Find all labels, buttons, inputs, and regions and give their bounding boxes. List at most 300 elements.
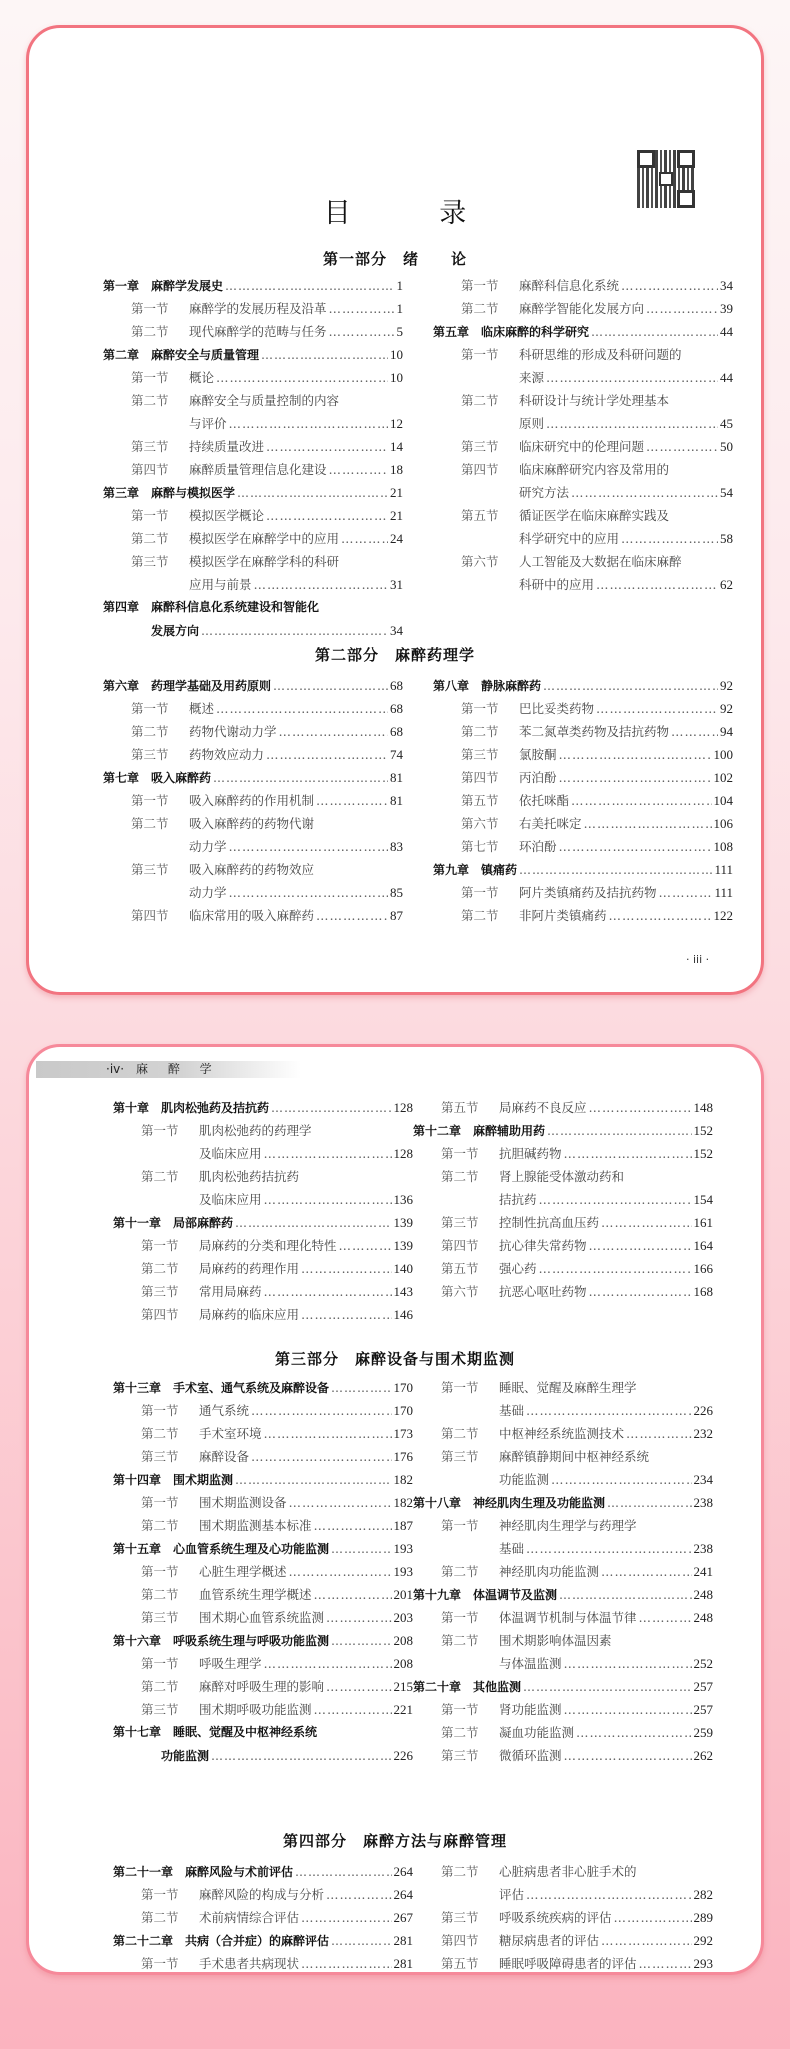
entry-title: 麻醉学发展史: [151, 279, 224, 293]
toc-section-entry[interactable]: [433, 766, 733, 789]
toc-section-entry[interactable]: [413, 1652, 713, 1675]
entry-title: 抗心律失常药物: [499, 1238, 587, 1253]
toc-section-entry[interactable]: [413, 1280, 713, 1303]
entry-title: 药理学基础及用药原则: [151, 679, 272, 693]
toc-chapter-entry[interactable]: [413, 1583, 713, 1606]
leader-dots: [601, 1929, 691, 1952]
entry-title: 镇痛药: [481, 863, 518, 877]
toc-section-entry[interactable]: [433, 573, 733, 596]
toc-section-entry[interactable]: [113, 1280, 413, 1303]
entry-title: 及临床应用: [199, 1192, 262, 1207]
toc-section-entry[interactable]: [413, 1860, 713, 1883]
toc-section-entry[interactable]: [113, 1142, 413, 1165]
toc-chapter-entry[interactable]: [433, 674, 733, 697]
entry-page-number: 248: [693, 1587, 713, 1602]
toc-section-entry[interactable]: [103, 697, 403, 720]
entry-page-number: 128: [393, 1100, 413, 1115]
running-head-book-title: 麻 醉 学: [136, 1062, 220, 1076]
entry-page-number: 81: [390, 770, 403, 785]
toc-section-entry[interactable]: [103, 881, 403, 904]
leader-dots: [571, 481, 718, 504]
toc-section-entry[interactable]: [413, 1744, 713, 1767]
toc-section-entry[interactable]: [103, 743, 403, 766]
toc-section-entry[interactable]: [413, 1188, 713, 1211]
entry-number: 第六节: [461, 554, 499, 569]
entry-page-number: 139: [393, 1215, 413, 1230]
entry-title: 依托咪酯: [519, 793, 570, 808]
toc-section-entry[interactable]: [413, 1096, 713, 1119]
leader-dots: [289, 1491, 392, 1514]
entry-title: 麻醉学的发展历程及沿革: [189, 301, 327, 316]
toc-section-entry[interactable]: [113, 1165, 413, 1188]
entry-number: 第三节: [141, 1449, 179, 1464]
entry-number: 第三节: [461, 747, 499, 762]
leader-dots: [646, 297, 718, 320]
leader-dots: [601, 1560, 691, 1583]
entry-page-number: 94: [720, 724, 733, 739]
entry-title: 苯二氮䓬类药物及拮抗药物: [519, 724, 670, 739]
entry-page-number: 1: [396, 301, 403, 316]
entry-title: 评估: [499, 1887, 525, 1902]
entry-title: 神经肌肉生理学与药理学: [499, 1518, 637, 1533]
toc-section-entry[interactable]: [413, 1929, 713, 1952]
toc-section-entry[interactable]: [113, 1303, 413, 1326]
entry-title: 局麻药的药理作用: [199, 1261, 300, 1276]
toc-section-entry[interactable]: [433, 435, 733, 458]
entry-title: 其他监测: [473, 1680, 522, 1694]
toc-section-entry[interactable]: [433, 366, 733, 389]
entry-page-number: 215: [393, 1679, 413, 1694]
toc-section-entry[interactable]: [433, 412, 733, 435]
toc-section-entry[interactable]: [113, 1491, 413, 1514]
entry-title: 肌肉松弛药及拮抗药: [161, 1101, 270, 1115]
toc-section-entry[interactable]: [413, 1211, 713, 1234]
entry-number: 第二十一章: [113, 1865, 174, 1879]
entry-page-number: 50: [720, 439, 733, 454]
toc-column: [113, 1376, 413, 1767]
entry-title: 抗恶心呕吐药物: [499, 1284, 587, 1299]
toc-section-entry[interactable]: [113, 1257, 413, 1280]
toc-section-entry[interactable]: [413, 1952, 713, 1975]
toc-section-entry[interactable]: [113, 1652, 413, 1675]
leader-dots: [266, 743, 388, 766]
toc-section-entry[interactable]: [433, 881, 733, 904]
entry-title: 局麻药不良反应: [499, 1100, 587, 1115]
entry-page-number: 87: [390, 908, 403, 923]
toc-section-entry[interactable]: [433, 697, 733, 720]
entry-page-number: 226: [393, 1748, 413, 1763]
leader-dots: [225, 275, 394, 298]
entry-page-number: 193: [393, 1564, 413, 1579]
toc-chapter-entry[interactable]: [103, 343, 403, 366]
entry-title: 麻醉学智能化发展方向: [519, 301, 645, 316]
entry-number: 第二节: [441, 1725, 479, 1740]
toc-section-entry[interactable]: [413, 1537, 713, 1560]
toc-section-entry[interactable]: [433, 835, 733, 858]
entry-number: 第一节: [441, 1518, 479, 1533]
leader-dots: [559, 766, 712, 789]
entry-page-number: 122: [713, 908, 733, 923]
entry-title: 动力学: [189, 839, 227, 854]
toc-chapter-entry[interactable]: [103, 674, 403, 697]
entry-number: 第二节: [441, 1426, 479, 1441]
entry-page-number: 264: [393, 1864, 413, 1879]
toc-section-entry[interactable]: [413, 1422, 713, 1445]
toc-section-entry[interactable]: [413, 1514, 713, 1537]
leader-dots: [266, 435, 388, 458]
toc-chapter-entry[interactable]: [103, 619, 403, 642]
entry-title: 临床常用的吸入麻醉药: [189, 908, 315, 923]
leader-dots: [316, 789, 388, 812]
entry-number: 第十章: [113, 1101, 150, 1115]
entry-number: 第五节: [441, 1261, 479, 1276]
entry-page-number: 232: [693, 1426, 713, 1441]
toc-chapter-entry[interactable]: [113, 1468, 413, 1491]
leader-dots: [546, 412, 718, 435]
leader-dots: [543, 675, 718, 698]
entry-number: 第六节: [461, 816, 499, 831]
entry-title: 糖尿病患者的评估: [499, 1933, 600, 1948]
toc-section-entry[interactable]: [433, 458, 733, 481]
toc-section-entry[interactable]: [433, 389, 733, 412]
leader-dots: [526, 1883, 691, 1906]
entry-number: 第七节: [461, 839, 499, 854]
entry-number: 第二节: [141, 1518, 179, 1533]
leader-dots: [264, 1652, 392, 1675]
leader-dots: [596, 573, 718, 596]
part-heading-3: 第三部分 麻醉设备与围术期监测: [274, 1350, 515, 1368]
leader-dots: [289, 1560, 392, 1583]
toc-section-entry[interactable]: [413, 1142, 713, 1165]
toc-column: [413, 1096, 713, 1303]
entry-page-number: 267: [393, 1910, 413, 1925]
leader-dots: [539, 1257, 692, 1280]
toc-section-entry[interactable]: [413, 1606, 713, 1629]
entry-page-number: 111: [714, 862, 733, 877]
toc-chapter-entry[interactable]: [113, 1744, 413, 1767]
toc-section-entry[interactable]: [433, 504, 733, 527]
toc-section-entry[interactable]: [413, 1468, 713, 1491]
entry-number: 第二十章: [413, 1680, 462, 1694]
toc-section-entry[interactable]: [413, 1906, 713, 1929]
toc-section-entry[interactable]: [103, 297, 403, 320]
toc-section-entry[interactable]: [103, 435, 403, 458]
entry-page-number: 208: [393, 1656, 413, 1671]
toc-section-entry[interactable]: [113, 1583, 413, 1606]
entry-title: 麻醉镇静期间中枢神经系统: [499, 1449, 650, 1464]
toc-section-entry[interactable]: [113, 1675, 413, 1698]
entry-page-number: 257: [693, 1702, 713, 1717]
entry-number: 第一节: [461, 278, 499, 293]
entry-title: 神经肌肉生理及功能监测: [473, 1496, 606, 1510]
leader-dots: [607, 1492, 691, 1515]
entry-page-number: 201: [393, 1587, 413, 1602]
entry-number: 第一章: [103, 279, 140, 293]
entry-title: 睡眠呼吸障碍患者的评估: [499, 1956, 637, 1971]
toc-column: [433, 674, 733, 927]
toc-section-entry[interactable]: [103, 504, 403, 527]
leader-dots: [251, 1445, 391, 1468]
entry-title: 血管系统生理学概述: [199, 1587, 312, 1602]
toc-section-entry[interactable]: [433, 720, 733, 743]
leader-dots: [539, 1188, 692, 1211]
entry-number: 第一节: [141, 1956, 179, 1971]
entry-page-number: 238: [693, 1495, 713, 1510]
leader-dots: [609, 904, 712, 927]
entry-title: 中枢神经系统监测技术: [499, 1426, 625, 1441]
entry-page-number: 148: [693, 1100, 713, 1115]
toc-chapter-entry[interactable]: [413, 1491, 713, 1514]
entry-title: 环泊酚: [519, 839, 557, 854]
part-heading-1: 第一部分 绪 论: [322, 250, 467, 268]
toc-section-entry[interactable]: [433, 550, 733, 573]
toc-chapter-entry[interactable]: [113, 1096, 413, 1119]
entry-page-number: 104: [713, 793, 733, 808]
leader-dots: [571, 789, 711, 812]
toc-section-entry[interactable]: [433, 904, 733, 927]
entry-page-number: 293: [693, 1956, 713, 1971]
toc-section-entry[interactable]: [103, 527, 403, 550]
entry-page-number: 21: [390, 508, 403, 523]
toc-section-entry[interactable]: [113, 1445, 413, 1468]
toc-section-entry[interactable]: [433, 743, 733, 766]
entry-page-number: 292: [693, 1933, 713, 1948]
entry-page-number: 74: [390, 747, 403, 762]
entry-number: 第一节: [461, 701, 499, 716]
entry-title: 肌肉松弛药的药理学: [199, 1123, 312, 1138]
entry-title: 研究方法: [519, 485, 570, 500]
leader-dots: [339, 1234, 392, 1257]
entry-number: 第五章: [433, 325, 470, 339]
toc-chapter-entry[interactable]: [113, 1860, 413, 1883]
leader-dots: [519, 859, 712, 882]
toc-section-entry[interactable]: [433, 812, 733, 835]
entry-number: 第二节: [441, 1169, 479, 1184]
entry-title: 手术室、通气系统及麻醉设备: [173, 1381, 330, 1395]
toc-chapter-entry[interactable]: [113, 1211, 413, 1234]
toc-section-entry[interactable]: [113, 1234, 413, 1257]
entry-title: 控制性抗高血压药: [499, 1215, 600, 1230]
entry-number: 第四节: [131, 908, 169, 923]
entry-number: 第十一章: [113, 1216, 162, 1230]
entry-number: 第一节: [141, 1656, 179, 1671]
entry-page-number: 208: [393, 1633, 413, 1648]
entry-page-number: 18: [390, 462, 403, 477]
toc-section-entry[interactable]: [103, 550, 403, 573]
toc-section-entry[interactable]: [113, 1188, 413, 1211]
toc-section-entry[interactable]: [103, 320, 403, 343]
leader-dots: [301, 1952, 391, 1975]
entry-title: 睡眠、觉醒及麻醉生理学: [499, 1380, 637, 1395]
entry-number: 第四节: [441, 1238, 479, 1253]
toc-section-entry[interactable]: [113, 1422, 413, 1445]
entry-number: 第一节: [141, 1403, 179, 1418]
entry-title: 睡眠、觉醒及中枢神经系统: [173, 1725, 318, 1739]
toc-section-entry[interactable]: [103, 904, 403, 927]
leader-dots: [564, 1652, 692, 1675]
entry-number: 第二节: [461, 301, 499, 316]
toc-section-entry[interactable]: [433, 789, 733, 812]
leader-dots: [564, 1698, 692, 1721]
toc-section-entry[interactable]: [103, 858, 403, 881]
entry-title: 常用局麻药: [199, 1284, 262, 1299]
entry-title: 心血管系统生理及心功能监测: [173, 1542, 330, 1556]
toc-section-entry[interactable]: [103, 789, 403, 812]
entry-title: 应用与前景: [189, 577, 252, 592]
toc-chapter-entry[interactable]: [413, 1675, 713, 1698]
leader-dots: [621, 527, 718, 550]
entry-page-number: 21: [390, 485, 403, 500]
entry-title: 模拟医学在麻醉学中的应用: [189, 531, 340, 546]
entry-page-number: 54: [720, 485, 733, 500]
entry-page-number: 161: [693, 1215, 713, 1230]
running-head-page-number: ·iv·: [106, 1062, 125, 1076]
entry-page-number: 136: [393, 1192, 413, 1207]
toc-section-entry[interactable]: [113, 1399, 413, 1422]
entry-page-number: 5: [396, 324, 403, 339]
entry-page-number: 252: [693, 1656, 713, 1671]
leader-dots: [329, 458, 388, 481]
toc-section-entry[interactable]: [413, 1445, 713, 1468]
toc-section-entry[interactable]: [103, 458, 403, 481]
toc-section-entry[interactable]: [103, 412, 403, 435]
leader-dots: [216, 366, 388, 389]
toc-section-entry[interactable]: [433, 343, 733, 366]
toc-section-entry[interactable]: [413, 1234, 713, 1257]
leader-dots: [576, 1721, 691, 1744]
entry-page-number: 182: [393, 1472, 413, 1487]
toc-section-entry[interactable]: [413, 1629, 713, 1652]
toc-section-entry[interactable]: [113, 1119, 413, 1142]
entry-page-number: 176: [393, 1449, 413, 1464]
entry-title: 麻醉科信息化系统建设和智能化: [151, 600, 320, 614]
entry-title: 体温调节机制与体温节律: [499, 1610, 637, 1625]
part-heading-4: 第四部分 麻醉方法与麻醉管理: [282, 1832, 507, 1850]
entry-page-number: 173: [393, 1426, 413, 1441]
toc-chapter-entry[interactable]: [433, 858, 733, 881]
entry-number: 第二节: [141, 1910, 179, 1925]
toc-section-entry[interactable]: [103, 812, 403, 835]
entry-page-number: 106: [713, 816, 733, 831]
entry-page-number: 111: [714, 885, 733, 900]
toc-section-entry[interactable]: [103, 573, 403, 596]
toc-section-entry[interactable]: [413, 1257, 713, 1280]
entry-number: 第二节: [131, 531, 169, 546]
entry-number: 第三节: [441, 1215, 479, 1230]
toc-section-entry[interactable]: [103, 366, 403, 389]
toc-section-entry[interactable]: [103, 720, 403, 743]
leader-dots: [546, 366, 718, 389]
toc-page-iii: [26, 25, 764, 995]
toc-chapter-entry[interactable]: [103, 481, 403, 504]
entry-title: 肾功能监测: [499, 1702, 562, 1717]
entry-number: 第五节: [441, 1100, 479, 1115]
entry-number: 第三章: [103, 486, 140, 500]
entry-page-number: 68: [390, 724, 403, 739]
toc-section-entry[interactable]: [433, 527, 733, 550]
qr-code-icon[interactable]: [637, 150, 695, 208]
entry-title: 局麻药的分类和理化特性: [199, 1238, 337, 1253]
entry-page-number: 108: [713, 839, 733, 854]
entry-number: 第一节: [441, 1702, 479, 1717]
toc-section-entry[interactable]: [433, 274, 733, 297]
entry-number: 第三节: [131, 554, 169, 569]
entry-title: 呼吸生理学: [199, 1656, 262, 1671]
leader-dots: [639, 1606, 692, 1629]
entry-page-number: 234: [693, 1472, 713, 1487]
entry-title: 科研思维的形成及科研问题的: [519, 347, 682, 362]
entry-title: 肾上腺能受体激动药和: [499, 1169, 625, 1184]
entry-page-number: 170: [393, 1403, 413, 1418]
entry-title: 通气系统: [199, 1403, 250, 1418]
entry-page-number: 238: [693, 1541, 713, 1556]
toc-section-entry[interactable]: [413, 1376, 713, 1399]
toc-chapter-entry[interactable]: [103, 274, 403, 297]
toc-section-entry[interactable]: [103, 835, 403, 858]
entry-title: 共病（合并症）的麻醉评估: [185, 1934, 330, 1948]
leader-dots: [341, 527, 388, 550]
leader-dots: [559, 743, 712, 766]
toc-section-entry[interactable]: [413, 1721, 713, 1744]
entry-title: 围术期监测基本标准: [199, 1518, 312, 1533]
toc-section-entry[interactable]: [433, 481, 733, 504]
entry-title: 麻醉安全与质量控制的内容: [189, 393, 340, 408]
entry-page-number: 92: [720, 701, 733, 716]
entry-title: 神经肌肉功能监测: [499, 1564, 600, 1579]
entry-number: 第十八章: [413, 1496, 462, 1510]
toc-section-entry[interactable]: [103, 389, 403, 412]
entry-title: 麻醉辅助用药: [473, 1124, 546, 1138]
entry-page-number: 10: [390, 370, 403, 385]
entry-number: 第四节: [461, 462, 499, 477]
toc-section-entry[interactable]: [113, 1883, 413, 1906]
toc-chapter-entry[interactable]: [103, 596, 403, 619]
toc-section-entry[interactable]: [413, 1560, 713, 1583]
toc-section-entry[interactable]: [413, 1698, 713, 1721]
toc-section-entry[interactable]: [113, 1606, 413, 1629]
toc-section-entry[interactable]: [113, 1560, 413, 1583]
entry-page-number: 10: [390, 347, 403, 362]
toc-section-entry[interactable]: [113, 1906, 413, 1929]
entry-page-number: 281: [393, 1956, 413, 1971]
toc-chapter-entry[interactable]: [113, 1376, 413, 1399]
entry-title: 基础: [499, 1541, 525, 1556]
toc-section-entry[interactable]: [113, 1698, 413, 1721]
leader-dots: [331, 1538, 391, 1561]
toc-chapter-entry[interactable]: [113, 1721, 413, 1744]
toc-section-entry[interactable]: [413, 1165, 713, 1188]
toc-chapter-entry[interactable]: [433, 320, 733, 343]
leader-dots: [331, 1630, 391, 1653]
toc-chapter-entry[interactable]: [413, 1119, 713, 1142]
toc-section-entry[interactable]: [113, 1952, 413, 1975]
toc-chapter-entry[interactable]: [113, 1537, 413, 1560]
entry-page-number: 164: [693, 1238, 713, 1253]
entry-number: 第十七章: [113, 1725, 162, 1739]
entry-page-number: 102: [713, 770, 733, 785]
toc-section-entry[interactable]: [413, 1883, 713, 1906]
entry-number: 第二节: [461, 393, 499, 408]
toc-section-entry[interactable]: [433, 297, 733, 320]
toc-section-entry[interactable]: [113, 1514, 413, 1537]
toc-chapter-entry[interactable]: [103, 766, 403, 789]
leader-dots: [589, 1234, 692, 1257]
toc-chapter-entry[interactable]: [113, 1629, 413, 1652]
entry-page-number: 24: [390, 531, 403, 546]
toc-section-entry[interactable]: [413, 1399, 713, 1422]
entry-title: 抗胆碱药物: [499, 1146, 562, 1161]
toc-chapter-entry[interactable]: [113, 1929, 413, 1952]
